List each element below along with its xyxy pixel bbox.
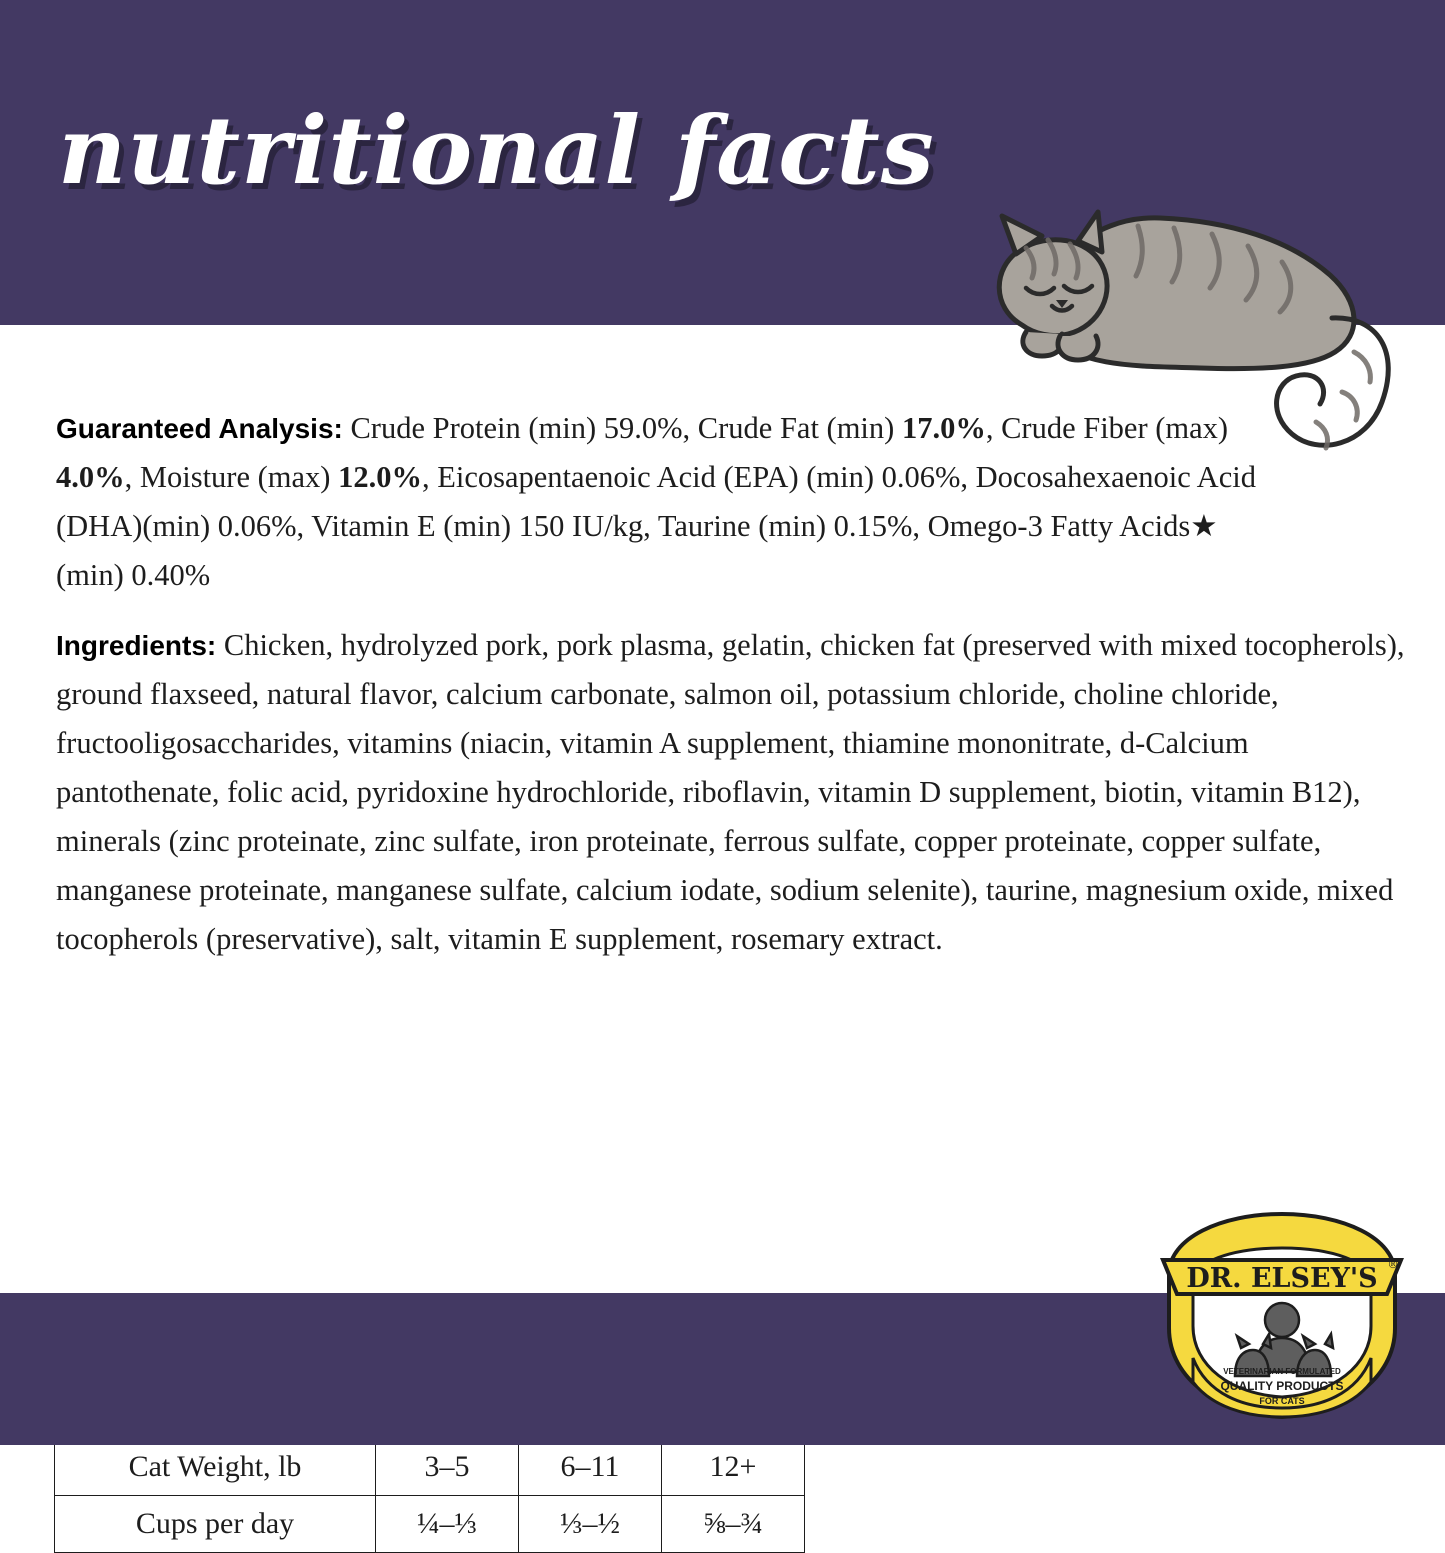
table-row	[55, 1439, 805, 1496]
page-title: nutritional facts	[58, 96, 935, 206]
table-cell: 12+	[662, 1439, 805, 1496]
ingredients-paragraph	[56, 621, 1411, 964]
table-cell: ⅓–½	[519, 1496, 662, 1553]
logo-tagline-3: FOR CATS	[1259, 1396, 1305, 1406]
logo-tagline-1: VETERINARIAN FORMULATED	[1223, 1367, 1341, 1376]
logo-tagline-2: QUALITY PRODUCTS	[1220, 1379, 1344, 1393]
brand-logo	[1147, 1208, 1417, 1423]
table-cell: ⅝–¾	[662, 1496, 805, 1553]
guaranteed-analysis-text: Crude Protein (min) 59.0%, Crude Fat (min) 17.0%, Crude Fiber (max) 4.0%, Moisture (max) 12.0%, Eicosapentaenoic Acid (EPA) (min) 0.06%, Docosahexaenoic Acid (DHA)(min) 0.06%, Vitamin E (min) 150 IU/kg, Taurine (min) 0.15%, Omego-3 Fatty Acids★ (min) 0.40%	[56, 410, 1256, 592]
guaranteed-analysis-label: Guaranteed Analysis:	[56, 412, 343, 444]
row-header: Cups per day	[55, 1496, 376, 1553]
table-cell: ¼–⅓	[376, 1496, 519, 1553]
ingredients-text: Chicken, hydrolyzed pork, pork plasma, gelatin, chicken fat (preserved with mixed tocopherols), ground flaxseed, natural flavor, calcium carbonate, salmon oil, potassium chloride, choline chloride, fructooligosaccharides, vitamins (niacin, vitamin A supplement, thiamine mononitrate, d-Calcium pantothenate, folic acid, pyridoxine hydrochloride, riboflavin, vitamin D supplement, biotin, vitamin B12), minerals (zinc proteinate, zinc sulfate, iron proteinate, ferrous sulfate, copper proteinate, copper sulfate, manganese proteinate, manganese sulfate, calcium iodate, sodium selenite), taurine, magnesium oxide, mixed tocopherols (preservative), salt, vitamin E supplement, rosemary extract.	[56, 627, 1405, 956]
logo-trademark: ®	[1387, 1258, 1399, 1271]
row-header: Cat Weight, lb	[55, 1439, 376, 1496]
table-cell: 6–11	[519, 1439, 662, 1496]
ingredients-label: Ingredients:	[56, 629, 217, 661]
table-row	[55, 1496, 805, 1553]
logo-brand-text: DR. ELSEY'S	[1186, 1263, 1378, 1294]
guaranteed-analysis-paragraph	[56, 404, 1286, 600]
table-cell: 3–5	[376, 1439, 519, 1496]
feeding-guidelines-table	[54, 1438, 805, 1553]
